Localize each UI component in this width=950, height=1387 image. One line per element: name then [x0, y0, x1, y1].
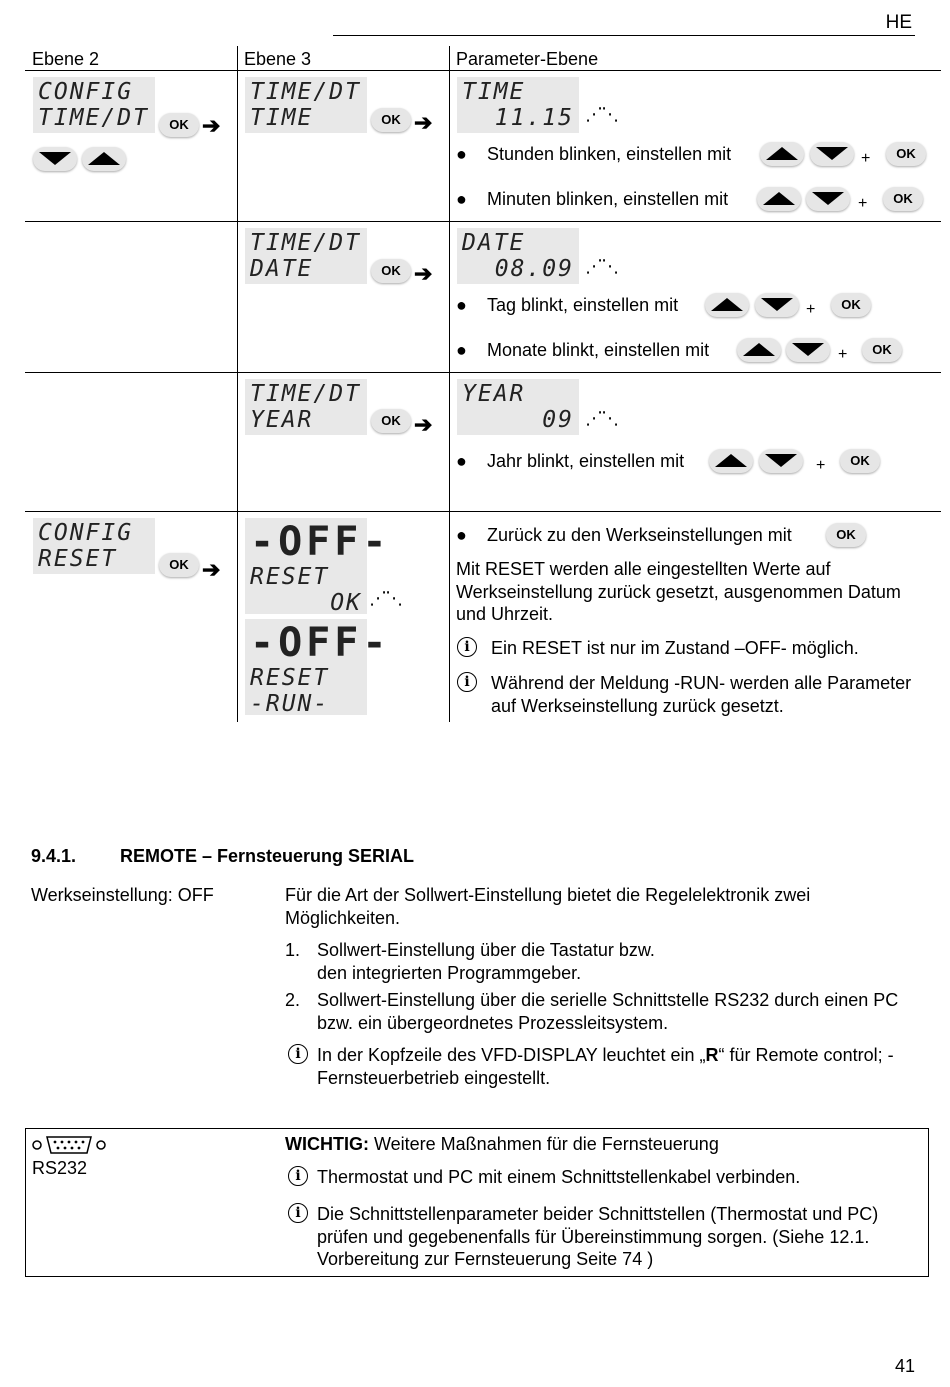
- down-key-icon: [759, 449, 803, 473]
- lcd-config-reset: CONFIG RESET: [33, 518, 155, 574]
- arrow-right-icon: ➔: [202, 113, 221, 138]
- ok-button: OK: [371, 108, 411, 132]
- up-key-icon: [82, 147, 126, 171]
- down-key-icon: [755, 293, 799, 317]
- box-info-2: Die Schnittstellenparameter beider Schnittstellen (Thermostat und PC) prüfen und gegebenenfalls für Übereinstimmung sorgen. (Siehe 12.1. Vorbereitung zur Fernsteuerung Seite 74 ): [317, 1204, 915, 1269]
- down-key-icon: [786, 338, 830, 362]
- up-key-icon: [709, 449, 753, 473]
- blink-icon: ⋰⋱: [585, 256, 617, 277]
- ok-button: OK: [159, 113, 199, 137]
- arrow-right-icon: ➔: [414, 110, 433, 135]
- ok-button: OK: [826, 523, 866, 547]
- arrow-right-icon: ➔: [202, 557, 221, 582]
- up-key-icon: [757, 187, 801, 211]
- list-number: 2.: [285, 990, 301, 1010]
- info-icon: i: [288, 1044, 308, 1064]
- lcd-time-value: TIME 11.15: [457, 77, 579, 133]
- lcd-date-value: DATE 08.09: [457, 228, 579, 284]
- ok-button: OK: [840, 449, 880, 473]
- language-code: HE: [885, 12, 912, 33]
- table-row-rule: [25, 372, 941, 373]
- ok-button: OK: [159, 553, 199, 577]
- reset-info-2: Während der Meldung -RUN- werden alle Parameter auf Werkseinstellung zurück gesetzt.: [491, 673, 912, 716]
- lcd-off-reset-run: -OFF- RESET -RUN-: [245, 619, 367, 715]
- section-title: REMOTE – Fernsteuerung SERIAL: [120, 846, 415, 866]
- down-key-icon: [33, 147, 77, 171]
- info-icon: i: [457, 672, 477, 692]
- ok-button: OK: [862, 338, 902, 362]
- arrow-right-icon: ➔: [414, 261, 433, 286]
- plus-sign: +: [861, 150, 871, 167]
- plus-sign: +: [838, 346, 848, 363]
- page-number: 41: [895, 1356, 916, 1376]
- info-icon: i: [457, 637, 477, 657]
- up-key-icon: [737, 338, 781, 362]
- arrow-right-icon: ➔: [414, 412, 433, 437]
- col-header-parameter: Parameter-Ebene: [456, 49, 599, 69]
- lcd-config-time: CONFIG TIME/DT: [33, 77, 155, 133]
- header-rule: [333, 35, 915, 36]
- ok-button: OK: [883, 187, 923, 211]
- up-key-icon: [705, 293, 749, 317]
- info-icon: i: [288, 1203, 308, 1223]
- list-item: Sollwert-Einstellung über die Tastatur bzw. den integrierten Programmgeber.: [317, 940, 655, 983]
- table-row-rule: [25, 511, 941, 512]
- table-col-rule: [449, 46, 450, 722]
- plus-sign: +: [816, 457, 826, 474]
- rs232-label: RS232: [32, 1158, 88, 1178]
- blink-icon: ⋰⋱: [585, 104, 617, 125]
- down-key-icon: [806, 187, 850, 211]
- ok-button: OK: [371, 409, 411, 433]
- list-number: 1.: [285, 940, 301, 960]
- blink-icon: ⋰⋱: [585, 408, 617, 429]
- ok-button: OK: [371, 259, 411, 283]
- lcd-time-dt-date: TIME/DT DATE: [245, 228, 367, 284]
- box-info-1: Thermostat und PC mit einem Schnittstellenkabel verbinden.: [317, 1167, 801, 1187]
- table-col-rule: [237, 46, 238, 722]
- important-heading: WICHTIG: Weitere Maßnahmen für die Fernsteuerung: [285, 1134, 719, 1154]
- lcd-off-reset-ok: -OFF- RESET OK: [245, 518, 367, 614]
- lcd-time-dt-year: TIME/DT YEAR: [245, 379, 367, 435]
- lcd-time-dt-time: TIME/DT TIME: [245, 77, 367, 133]
- up-key-icon: [760, 142, 804, 166]
- section-number: 9.4.1.: [31, 846, 77, 866]
- table-header-rule: [25, 70, 941, 71]
- section-intro: Für die Art der Sollwert-Einstellung bietet die Regelelektronik zwei Möglichkeiten.: [285, 885, 811, 928]
- reset-info-1: Ein RESET ist nur im Zustand –OFF- möglich.: [491, 638, 859, 658]
- reset-description: Mit RESET werden alle eingestellten Werte auf Werkseinstellung zurück gesetzt, ausgenommen Datum und Uhrzeit.: [456, 559, 901, 624]
- ok-button: OK: [831, 293, 871, 317]
- col-header-ebene2: Ebene 2: [32, 49, 100, 69]
- info-icon: i: [288, 1166, 308, 1186]
- down-key-icon: [810, 142, 854, 166]
- table-row-rule: [25, 221, 941, 222]
- blink-icon: ⋰⋱: [369, 588, 401, 609]
- col-header-ebene3: Ebene 3: [244, 49, 312, 69]
- ok-button: OK: [886, 142, 926, 166]
- default-setting: Werkseinstellung: OFF: [31, 885, 214, 905]
- lcd-year-value: YEAR 09: [457, 379, 579, 435]
- plus-sign: +: [858, 195, 868, 212]
- plus-sign: +: [806, 301, 816, 318]
- section-heading: [31, 846, 415, 867]
- list-item: Sollwert-Einstellung über die serielle Schnittstelle RS232 durch einen PC bzw. ein übergeordnetes Prozessleitsystem.: [317, 990, 899, 1033]
- remote-info: In der Kopfzeile des VFD-DISPLAY leuchtet ein „R“ für Remote control; - Fernsteuerbetrieb eingestellt.: [317, 1045, 894, 1088]
